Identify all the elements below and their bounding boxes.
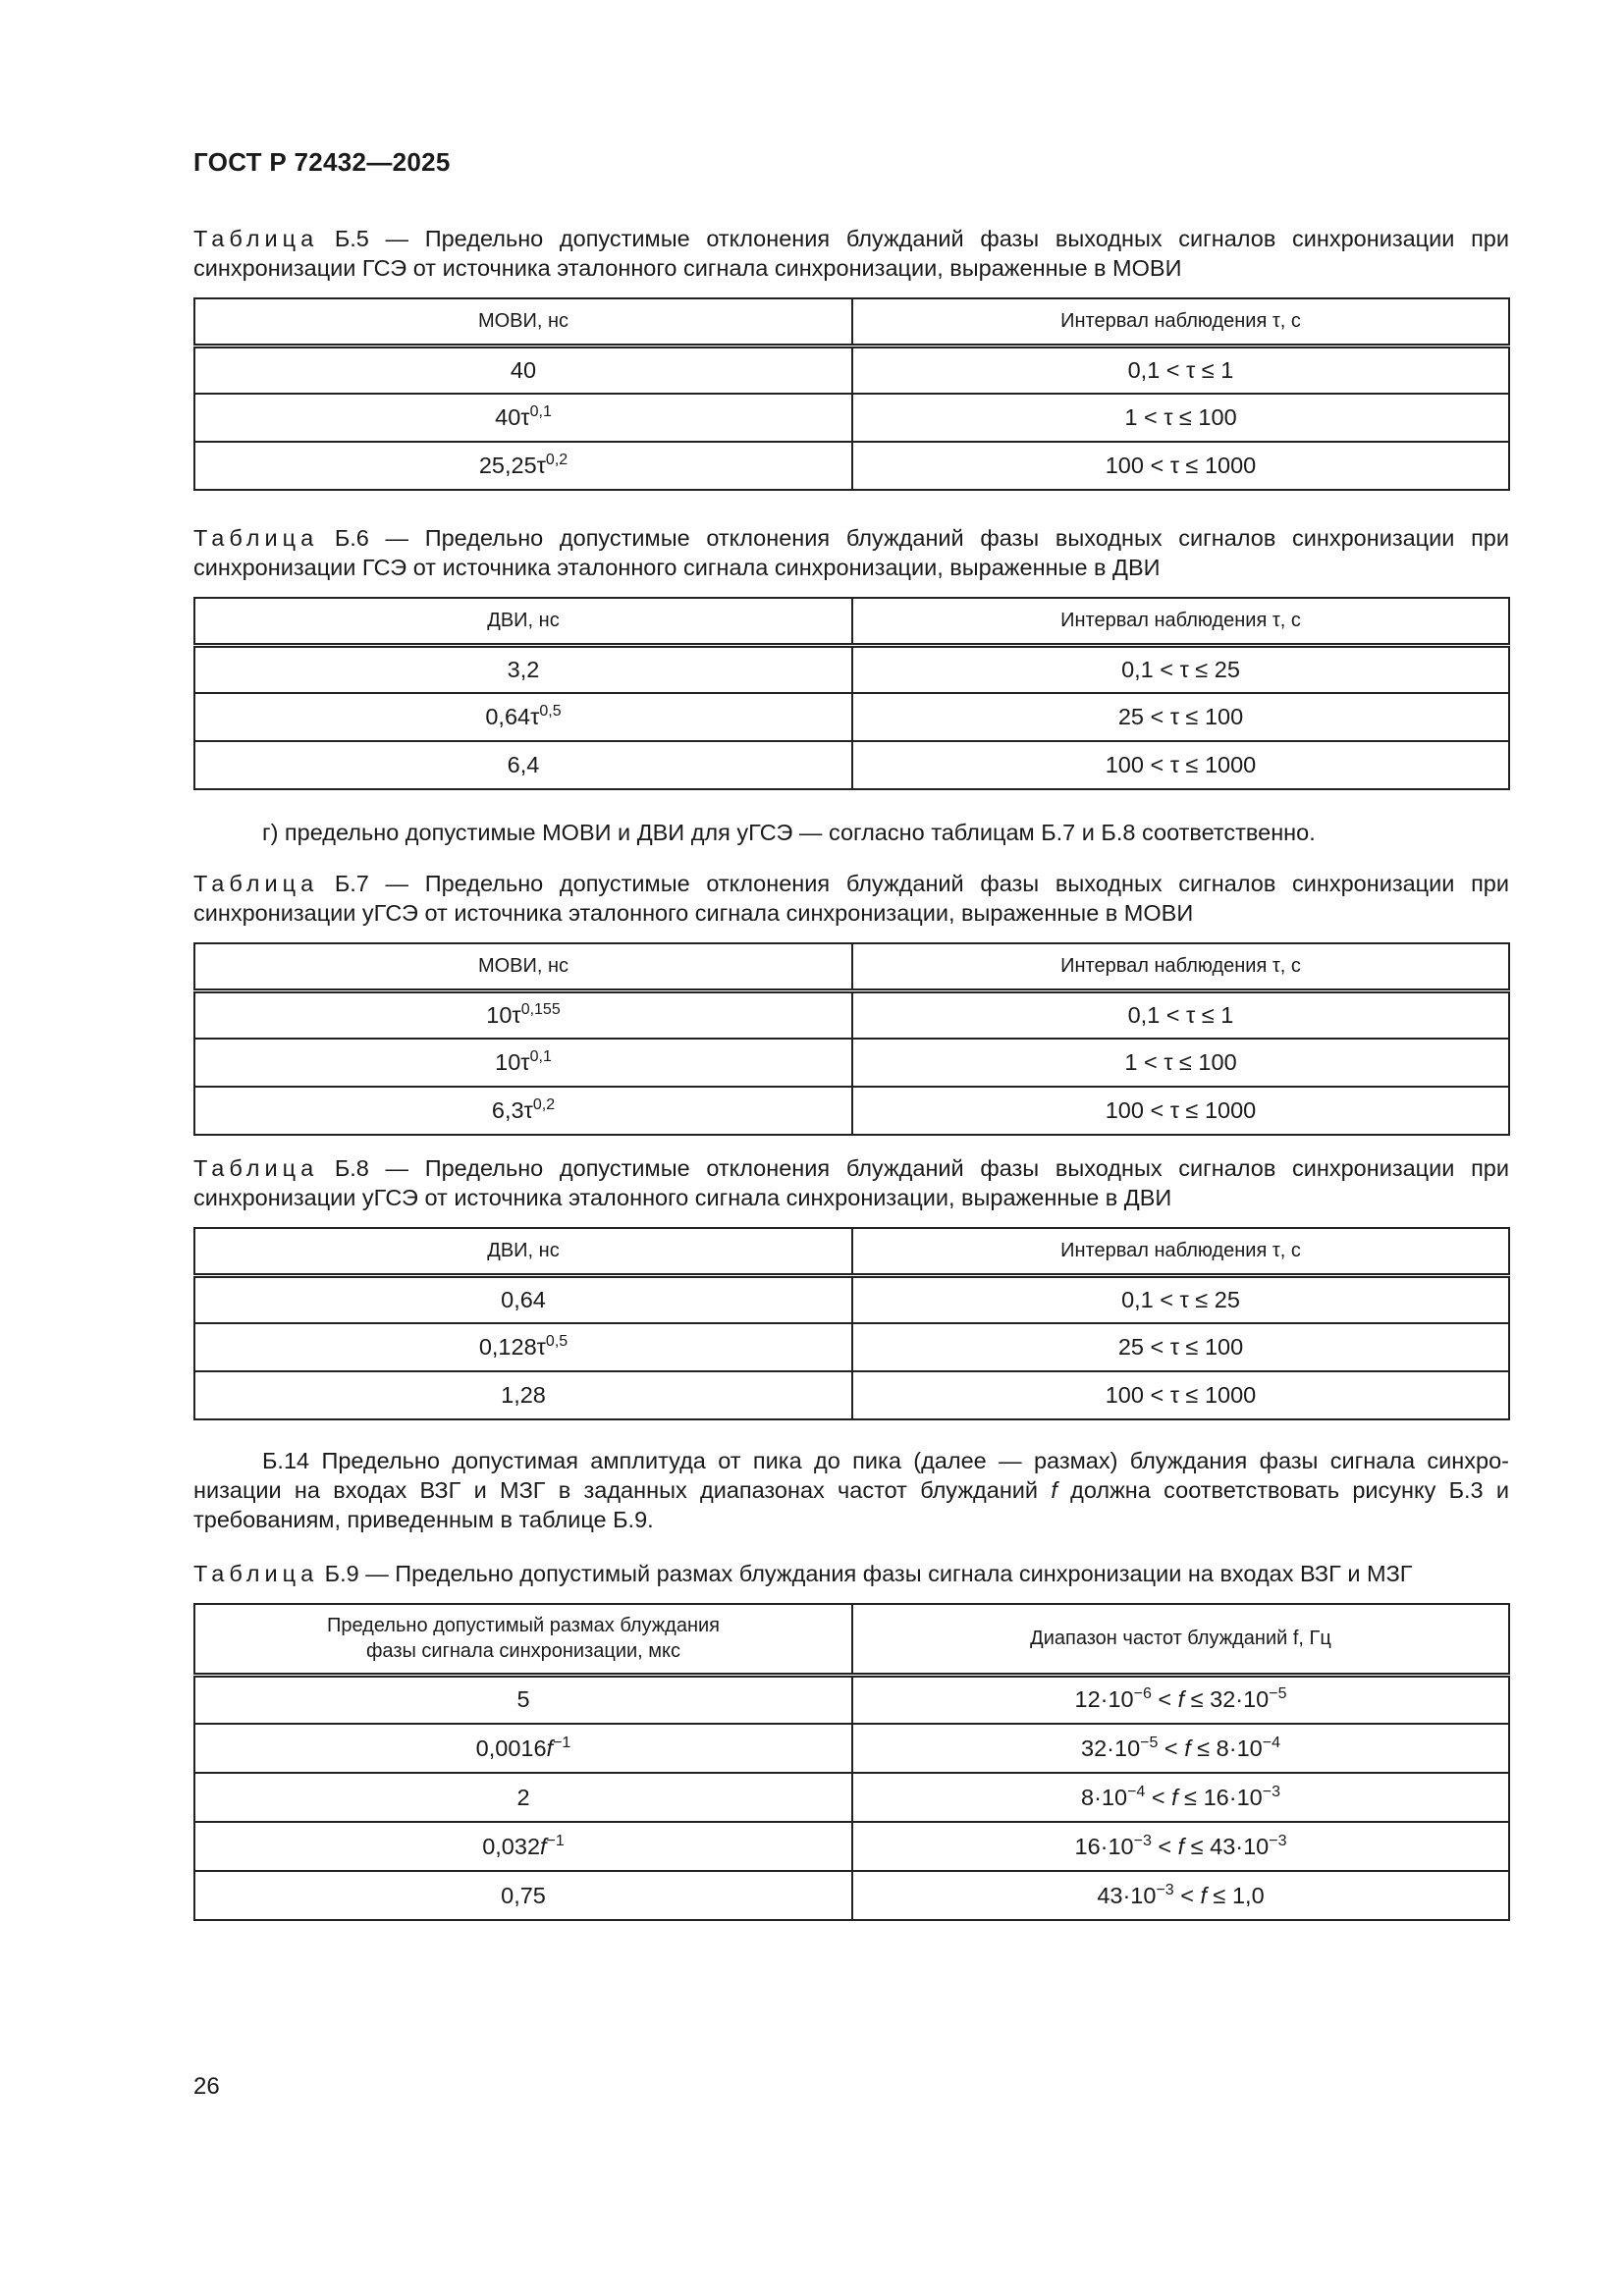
table-b8 [193, 1227, 1510, 1420]
value-exponent: 0,2 [545, 452, 568, 468]
range-lower: 16·10 [1074, 1833, 1134, 1859]
interval-cell [852, 1323, 1509, 1371]
range-op: < [1173, 1882, 1201, 1908]
range-lower-exponent: −3 [1156, 1881, 1174, 1898]
range-lower: 12·10 [1074, 1686, 1134, 1713]
caption-label: Таблица [193, 525, 319, 551]
frequency-range-cell [852, 1822, 1509, 1871]
caption-text: Б.8 — Предельно допустимые отклонения блужданий фазы выходных сигналов синхронизации при синхронизации уГСЭ от источника эталонного сигнала синхронизации, выраженные в ДВИ [193, 1155, 1509, 1210]
amplitude-cell [194, 1724, 852, 1773]
value-text: 40 [510, 356, 537, 383]
value-cell [194, 1087, 852, 1135]
frequency-range-cell [852, 1675, 1509, 1724]
value-exponent: 0,155 [520, 1000, 561, 1018]
amplitude-text: 0,75 [501, 1882, 546, 1908]
interval-text: 25 < τ ≤ 100 [1117, 704, 1244, 729]
value-text: 3,2 [507, 656, 540, 682]
value-exponent: 0,5 [545, 1333, 568, 1350]
table-b6-body [194, 645, 1509, 789]
interval-cell [852, 1039, 1509, 1087]
table-row [194, 1087, 1509, 1135]
range-symbol: f [1184, 1735, 1191, 1761]
caption-text: Б.9 — Предельно допустимый размах блуждания фазы сигнала синхронизации на входах ВЗГ и МЗГ [318, 1561, 1413, 1586]
table-b5 [193, 297, 1510, 491]
table-row [194, 1822, 1509, 1871]
range-symbol: f [1200, 1882, 1208, 1908]
table-b7-header-col2: Интервал наблюдения τ, с [852, 943, 1509, 990]
interval-text: 0,1 < τ ≤ 25 [1121, 656, 1240, 682]
table-row [194, 990, 1509, 1039]
paragraph-b14 [193, 1446, 1509, 1534]
value-text: 6,3τ [491, 1097, 533, 1123]
value-exponent: 0,5 [539, 703, 562, 720]
paragraph-b14-part1: Б.14 Предельно допустимая амплитуда от пика до пика (далее — размах) блуждания фазы сигнала синхронизации на входах ВЗГ и МЗГ в заданных диапазонах частот блужданий [193, 1448, 1509, 1503]
range-lower: 32·10 [1081, 1735, 1141, 1761]
interval-text: 0,1 < τ ≤ 25 [1121, 1286, 1240, 1312]
range-lower: 43·10 [1097, 1882, 1157, 1908]
table-b7-caption [193, 869, 1509, 928]
table-b9-header-col2: Диапазон частот блужданий f, Гц [852, 1604, 1509, 1675]
value-cell [194, 1323, 852, 1371]
interval-text: 100 < τ ≤ 1000 [1105, 1097, 1257, 1123]
caption-text: Б.5 — Предельно допустимые отклонения блужданий фазы выходных сигналов синхронизации при синхронизации ГСЭ от источника эталонного сигнала синхронизации, выраженные в МОВИ [193, 226, 1509, 281]
amplitude-text: 0,0016 [475, 1735, 547, 1761]
header-line-2: фазы сигнала синхронизации, мкс [365, 1640, 681, 1663]
interval-cell [852, 1087, 1509, 1135]
interval-text: 0,1 < τ ≤ 1 [1127, 356, 1234, 383]
amplitude-exponent: −1 [546, 1832, 565, 1849]
interval-text: 25 < τ ≤ 100 [1117, 1334, 1244, 1360]
interval-cell [852, 990, 1509, 1039]
amplitude-cell [194, 1871, 852, 1920]
interval-text: 0,1 < τ ≤ 1 [1127, 1001, 1234, 1028]
value-cell [194, 1039, 852, 1087]
table-b8-caption [193, 1153, 1509, 1212]
table-b8-body [194, 1275, 1509, 1419]
range-upper-exponent: −3 [1269, 1832, 1287, 1849]
table-row [194, 1039, 1509, 1087]
table-row [194, 1675, 1509, 1724]
interval-cell [852, 741, 1509, 789]
amplitude-cell [194, 1773, 852, 1822]
value-text: 40τ [495, 404, 530, 430]
table-b6-header-col1: ДВИ, нс [194, 598, 852, 645]
range-op: < [1145, 1784, 1172, 1810]
interval-text: 100 < τ ≤ 1000 [1105, 453, 1257, 478]
value-text: 10τ [486, 1001, 521, 1028]
table-row [194, 741, 1509, 789]
caption-text: Б.6 — Предельно допустимые отклонения блужданий фазы выходных сигналов синхронизации при синхронизации ГСЭ от источника эталонного сигнала синхронизации, выраженные в ДВИ [193, 525, 1509, 580]
value-cell [194, 645, 852, 693]
frequency-symbol: f [546, 1735, 554, 1761]
table-b5-header-col1: МОВИ, нс [194, 298, 852, 346]
paragraph-b14-symbol: f [1051, 1477, 1057, 1503]
document-header: ГОСТ Р 72432—2025 [193, 147, 451, 177]
range-upper: ≤ 8·10 [1190, 1735, 1263, 1761]
table-row [194, 394, 1509, 442]
frequency-range-cell [852, 1871, 1509, 1920]
table-b6-header-col2: Интервал наблюдения τ, с [852, 598, 1509, 645]
range-symbol: f [1177, 1833, 1185, 1859]
interval-text: 100 < τ ≤ 1000 [1105, 1382, 1257, 1408]
frequency-range-cell [852, 1773, 1509, 1822]
amplitude-text: 5 [516, 1686, 530, 1713]
caption-label: Таблица [193, 871, 319, 896]
interval-cell [852, 693, 1509, 741]
interval-text: 100 < τ ≤ 1000 [1105, 752, 1257, 777]
table-row [194, 1275, 1509, 1323]
table-b5-caption [193, 224, 1509, 283]
value-cell [194, 346, 852, 394]
range-lower-exponent: −3 [1133, 1832, 1152, 1849]
table-b5-body [194, 346, 1509, 490]
range-op: < [1158, 1735, 1185, 1761]
table-b8-header-col2: Интервал наблюдения τ, с [852, 1228, 1509, 1275]
table-row [194, 442, 1509, 490]
value-cell [194, 1275, 852, 1323]
table-row [194, 693, 1509, 741]
range-upper-exponent: −4 [1262, 1734, 1280, 1751]
value-text: 6,4 [507, 752, 540, 777]
value-cell [194, 741, 852, 789]
interval-cell [852, 442, 1509, 490]
value-cell [194, 394, 852, 442]
value-text: 0,64τ [485, 704, 540, 729]
amplitude-cell [194, 1675, 852, 1724]
range-upper: ≤ 32·10 [1184, 1686, 1270, 1713]
header-line-1: Предельно допустимый размах блуждания [327, 1615, 720, 1637]
value-text: 25,25τ [478, 453, 546, 478]
table-row [194, 645, 1509, 693]
range-lower: 8·10 [1081, 1784, 1128, 1810]
table-row [194, 1323, 1509, 1371]
caption-label: Таблица [193, 226, 319, 251]
amplitude-cell [194, 1822, 852, 1871]
table-b6 [193, 597, 1510, 790]
table-b6-caption [193, 523, 1509, 582]
value-exponent: 0,1 [529, 403, 552, 420]
value-cell [194, 442, 852, 490]
value-exponent: 0,1 [529, 1048, 552, 1065]
table-b9-body [194, 1675, 1509, 1920]
value-text: 10τ [495, 1049, 530, 1075]
range-lower-exponent: −5 [1140, 1734, 1159, 1751]
table-b9 [193, 1603, 1510, 1921]
range-symbol: f [1171, 1784, 1178, 1810]
interval-cell [852, 1275, 1509, 1323]
value-cell [194, 1371, 852, 1419]
value-exponent: 0,2 [532, 1096, 556, 1113]
table-b7-body [194, 990, 1509, 1135]
table-row [194, 1773, 1509, 1822]
interval-cell [852, 394, 1509, 442]
value-cell [194, 990, 852, 1039]
table-row [194, 1371, 1509, 1419]
caption-label: Таблица [193, 1155, 319, 1181]
caption-text: Б.7 — Предельно допустимые отклонения блужданий фазы выходных сигналов синхронизации при синхронизации уГСЭ от источника эталонного сигнала синхронизации, выраженные в МОВИ [193, 871, 1509, 926]
range-symbol: f [1177, 1686, 1185, 1713]
interval-cell [852, 645, 1509, 693]
table-b5-header-col2: Интервал наблюдения τ, с [852, 298, 1509, 346]
table-b7 [193, 942, 1510, 1136]
frequency-range-cell [852, 1724, 1509, 1773]
interval-cell [852, 346, 1509, 394]
table-row [194, 1871, 1509, 1920]
table-b9-caption [193, 1559, 1509, 1588]
range-upper: ≤ 16·10 [1177, 1784, 1263, 1810]
table-b8-header-col1: ДВИ, нс [194, 1228, 852, 1275]
value-text: 0,64 [501, 1286, 546, 1312]
table-b7-header-col1: МОВИ, нс [194, 943, 852, 990]
table-b9-header-col1 [194, 1604, 852, 1675]
amplitude-text: 2 [516, 1784, 530, 1810]
amplitude-exponent: −1 [553, 1734, 571, 1751]
range-op: < [1151, 1833, 1178, 1859]
interval-text: 1 < τ ≤ 100 [1124, 404, 1237, 430]
caption-label: Таблица [193, 1561, 319, 1586]
interval-cell [852, 1371, 1509, 1419]
range-upper: ≤ 1,0 [1207, 1882, 1265, 1908]
frequency-symbol: f [540, 1833, 547, 1859]
paragraph-b14-part2: должна соответствовать рисунку Б.3 и требованиям, приведенным в таблице Б.9. [193, 1477, 1509, 1532]
page-number: 26 [193, 2073, 220, 2100]
range-op: < [1151, 1686, 1178, 1713]
range-lower-exponent: −4 [1127, 1783, 1146, 1800]
range-upper-exponent: −3 [1262, 1783, 1280, 1800]
value-text: 1,28 [501, 1382, 546, 1408]
interval-text: 1 < τ ≤ 100 [1124, 1049, 1237, 1075]
paragraph-g: г) предельно допустимые МОВИ и ДВИ для уГСЭ — согласно таблицам Б.7 и Б.8 соответственно. [262, 820, 1316, 845]
table-row [194, 346, 1509, 394]
value-text: 0,128τ [478, 1334, 546, 1360]
range-upper: ≤ 43·10 [1184, 1833, 1270, 1859]
range-upper-exponent: −5 [1269, 1685, 1287, 1703]
amplitude-text: 0,032 [482, 1833, 541, 1859]
range-lower-exponent: −6 [1133, 1685, 1152, 1703]
value-cell [194, 693, 852, 741]
table-row [194, 1724, 1509, 1773]
